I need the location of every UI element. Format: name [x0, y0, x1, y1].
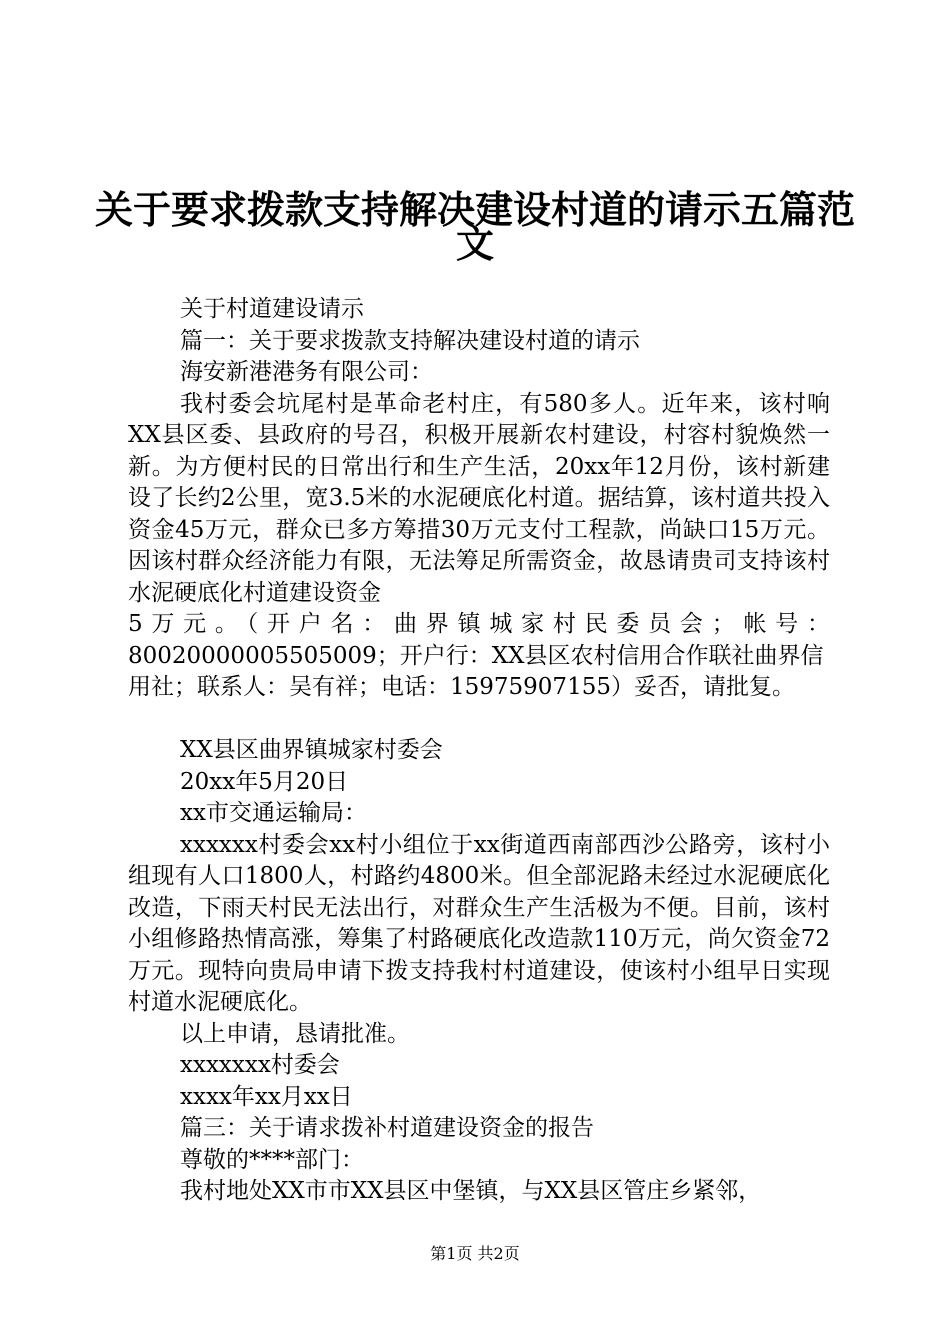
addressee: 海安新港港务有限公司： — [180, 359, 433, 385]
blank-line — [128, 704, 830, 736]
section-heading: 关于村道建设请示 — [180, 296, 364, 322]
signature: xxxxxxx村委会 — [180, 1052, 340, 1078]
document-title-line1: 关于要求拨款支持解决建设村道的请示五篇范 — [94, 188, 855, 232]
date: xxxx年xx月xx日 — [180, 1083, 353, 1110]
addressee: xx市交通运输局： — [180, 800, 367, 826]
article-one-heading: 篇一：关于要求拨款支持解决建设村道的请示 — [180, 327, 640, 354]
paragraph-line: 5万元。（开户名：曲界镇城家村民委员会；帐号： — [128, 611, 830, 637]
paragraph: 我村地处XX市市XX县区中堡镇，与XX县区管庄乡紧邻， — [180, 1178, 762, 1204]
date: 20xx年5月20日 — [180, 768, 349, 795]
article-three-heading: 篇三：关于请求拨补村道建设资金的报告 — [180, 1115, 594, 1141]
closing-line: 以上申请，恳请批准。 — [180, 1020, 410, 1047]
addressee: 尊敬的****部门： — [180, 1146, 364, 1173]
document-body — [128, 294, 830, 1208]
signature: XX县区曲界镇城家村委会 — [180, 737, 443, 763]
document-title-line2: 文 — [455, 222, 494, 266]
paragraph: 我村委会坑尾村是革命老村庄，有580多人。近年来，该村响XX县区委、县政府的号召，积极开展新农村建设，村容村貌焕然一新。为方便村民的日常出行和生产生活，20xx年12月份，该村新建设了长约2公里，宽3.5米的水泥硬底化村道。据结算，该村道共投入资金45万元，群众已多方筹措30万元支付工程款，尚缺口15万元。因该村群众经济能力有限，无法筹足所需资金，故恳请贵司支持该村水泥硬底化村道建设资金 — [128, 390, 830, 606]
paragraph-line: 80020000005505009；开户行：XX县区农村信用合作联社曲界信用社；联系人：吴有祥；电话：15975907155）妥否，请批复。 — [128, 642, 824, 700]
page-footer: 第1页 共2页 — [430, 1244, 520, 1263]
paragraph: xxxxxx村委会xx村小组位于xx街道西南部西沙公路旁，该村小组现有人口1800人，村路约4800米。但全部泥路未经过水泥硬底化改造，下雨天村民无法出行，对群众生产生活极为不便。目前，该村小组修路热情高涨，筹集了村路硬底化改造款110万元，尚欠资金72万元。现特向贵局申请下拨支持我村村道建设，使该村小组早日实现村道水泥硬底化。 — [128, 831, 830, 1015]
